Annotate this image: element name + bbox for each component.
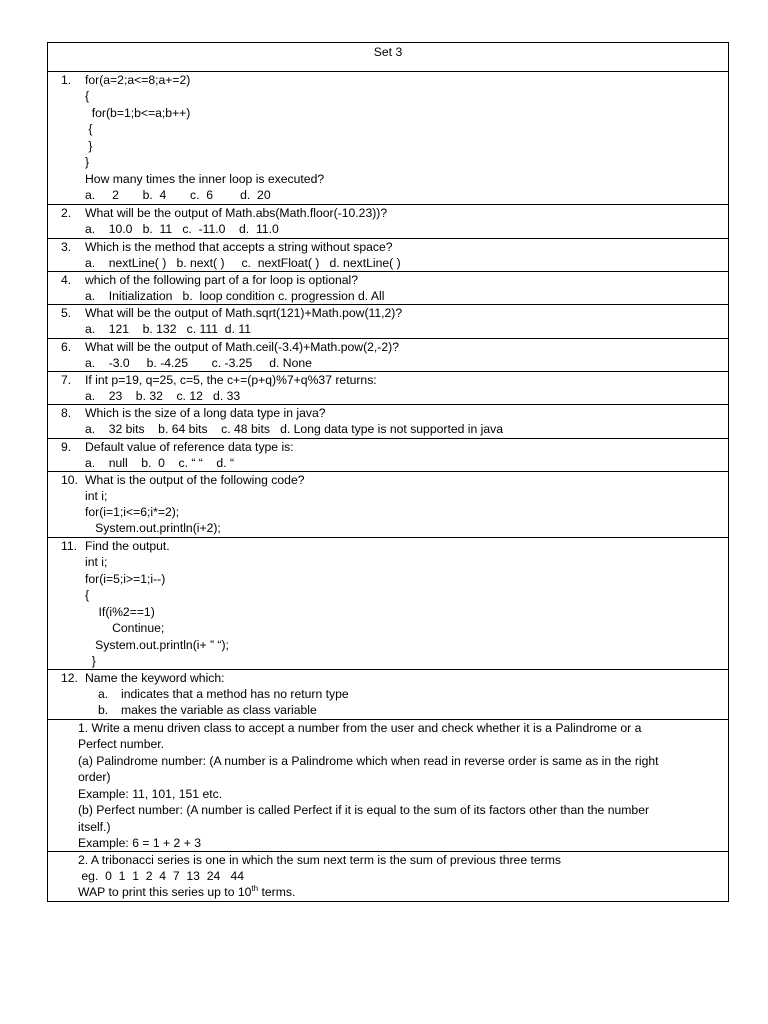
program-line: itself.) [78, 820, 111, 834]
question-line: Find the output. [85, 539, 170, 553]
code-line: Continue; [85, 621, 165, 635]
question-line: What will be the output of Math.ceil(-3.4)+Math.pow(2,-2)? [85, 340, 399, 354]
question-line: Which is the method that accepts a string without space? [85, 240, 393, 254]
question-line: Which is the size of a long data type in java? [85, 406, 326, 420]
set-title: Set 3 [373, 45, 403, 59]
program-line: 2. A tribonacci series is one in which the sum next term is the sum of previous three terms [78, 853, 561, 867]
question-line: If int p=19, q=25, c=5, the c+=(p+q)%7+q%37 returns: [85, 373, 377, 387]
ordinal-suffix: th [251, 883, 259, 893]
question-line: which of the following part of a for loop is optional? [85, 273, 359, 287]
question-10 [48, 472, 728, 538]
question-number: 1. [61, 73, 72, 87]
code-line: int i; [85, 489, 108, 503]
question-11 [48, 538, 728, 670]
sub-item-text: makes the variable as class variable [121, 703, 317, 717]
question-number: 4. [61, 273, 72, 287]
question-line: for(a=2;a<=8;a+=2) [85, 73, 191, 87]
answer-options: a. 32 bits b. 64 bits c. 48 bits d. Long data type is not supported in java [85, 422, 504, 436]
question-1 [48, 72, 728, 205]
code-line: System.out.println(i+2); [85, 521, 221, 535]
series-example: eg. 0 1 1 2 4 7 13 24 44 [78, 869, 245, 883]
question-sheet [47, 42, 729, 902]
question-6 [48, 339, 728, 372]
program-line: Example: 11, 101, 151 etc. [78, 787, 223, 801]
answer-options: a. 23 b. 32 c. 12 d. 33 [85, 389, 241, 403]
question-9 [48, 439, 728, 472]
program-line: order) [78, 770, 111, 784]
program-line: Example: 6 = 1 + 2 + 3 [78, 836, 201, 850]
question-number: 8. [61, 406, 72, 420]
question-7 [48, 372, 728, 405]
program-2 [48, 852, 728, 902]
question-8 [48, 405, 728, 439]
program-line: (a) Palindrome number: (A number is a Palindrome which when read in reverse order is same as in the right [78, 754, 659, 768]
program-line: 1. Write a menu driven class to accept a number from the user and check whether it is a Palindrome or a [78, 721, 642, 735]
question-number: 5. [61, 306, 72, 320]
title-row [48, 43, 728, 72]
question-5 [48, 305, 728, 339]
question-number: 2. [61, 206, 72, 220]
question-line: What will be the output of Math.abs(Math.floor(-10.23))? [85, 206, 388, 220]
question-number: 7. [61, 373, 72, 387]
question-line: } [85, 155, 90, 169]
question-line: { [85, 122, 93, 136]
question-number: 9. [61, 440, 72, 454]
answer-options: a. 2 b. 4 c. 6 d. 20 [85, 188, 271, 202]
question-line: What will be the output of Math.sqrt(121)+Math.pow(11,2)? [85, 306, 403, 320]
answer-options: a. null b. 0 c. “ “ d. “ [85, 456, 235, 470]
answer-options: a. 121 b. 132 c. 111 d. 11 [85, 322, 251, 336]
sub-item-text: indicates that a method has no return type [121, 687, 349, 701]
question-number: 3. [61, 240, 72, 254]
code-line: System.out.println(i+ ” “); [85, 638, 229, 652]
program-1 [48, 720, 728, 852]
question-line: { [85, 89, 90, 103]
sub-item-label: a. [98, 687, 109, 701]
question-number: 6. [61, 340, 72, 354]
answer-options: a. Initialization b. loop condition c. progression d. All [85, 289, 385, 303]
question-line: What is the output of the following code? [85, 473, 305, 487]
code-line: If(i%2==1) [85, 605, 155, 619]
program-text: WAP to print this series up to 10 [78, 885, 252, 899]
answer-options: a. 10.0 b. 11 c. -11.0 d. 11.0 [85, 222, 279, 236]
question-line: How many times the inner loop is executed? [85, 172, 325, 186]
question-line: } [85, 139, 93, 153]
program-line: (b) Perfect number: (A number is called Perfect if it is equal to the sum of its factors other than the number [78, 803, 650, 817]
code-line: for(i=5;i>=1;i--) [85, 572, 166, 586]
question-2 [48, 205, 728, 239]
code-line: { [85, 588, 90, 602]
question-4 [48, 272, 728, 305]
code-line: for(i=1;i<=6;i*=2); [85, 505, 180, 519]
answer-options: a. nextLine( ) b. next( ) c. nextFloat( ) d. nextLine( ) [85, 256, 401, 270]
question-line: Name the keyword which: [85, 671, 225, 685]
question-line: Default value of reference data type is: [85, 440, 294, 454]
question-number: 11. [61, 539, 78, 553]
program-line [78, 885, 295, 900]
code-line: int i; [85, 555, 108, 569]
question-12 [48, 670, 728, 720]
sub-item-label: b. [98, 703, 109, 717]
program-text: terms. [258, 885, 296, 899]
question-line: for(b=1;b<=a;b++) [85, 106, 191, 120]
code-line: } [85, 654, 96, 668]
question-3 [48, 239, 728, 272]
answer-options: a. -3.0 b. -4.25 c. -3.25 d. None [85, 356, 312, 370]
question-number: 12. [61, 671, 78, 685]
question-number: 10. [61, 473, 78, 487]
program-line: Perfect number. [78, 737, 165, 751]
